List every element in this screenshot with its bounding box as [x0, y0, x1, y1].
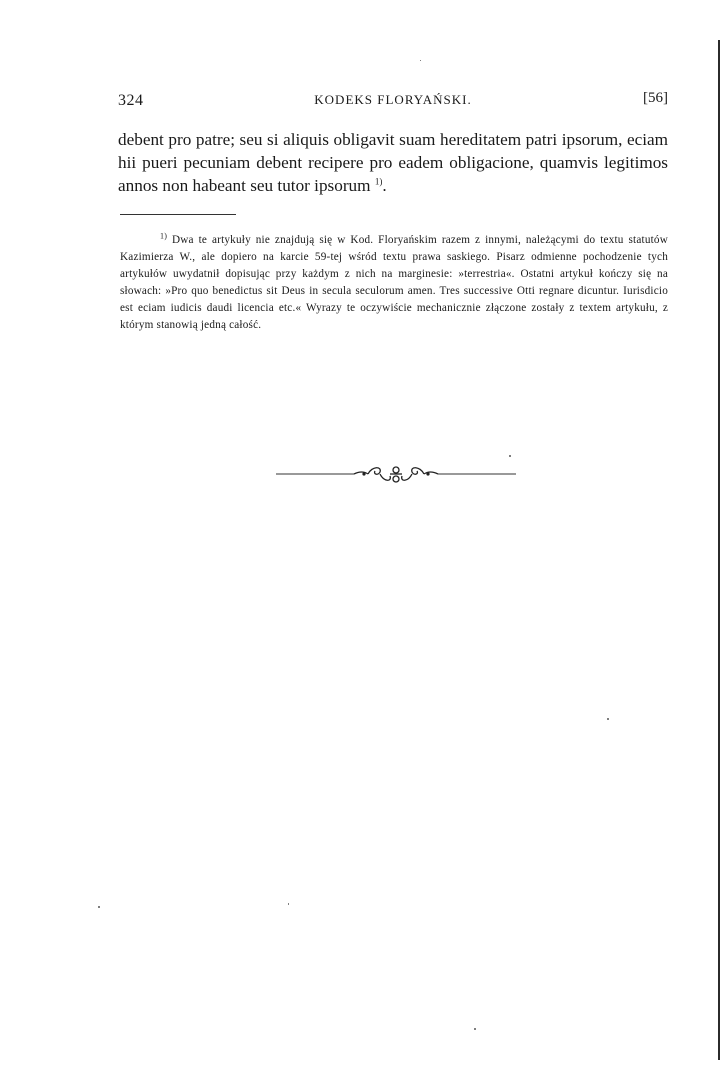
- paper-speck: [420, 60, 421, 61]
- main-text-end: .: [382, 176, 387, 195]
- paper-speck: [288, 903, 289, 905]
- page-number: 324: [118, 92, 144, 109]
- running-title: KODEKS FLORYAŃSKI.: [314, 92, 472, 107]
- paper-speck: [474, 1028, 476, 1030]
- paper-speck: [98, 906, 100, 908]
- footnote-text: Dwa te artykuły nie znajdują się w Kod. Floryańskim razem z innymi, należącymi do textu statutów Kazimierza W., ale dopiero na karcie 59-tej wśród textu prawa saskiego. Pisarz odmienne pochodzenie tych artykułów uwydatnił dopisując przy każdym z nich na marginesie: »terrestria«. Ostatni artykuł kończy się na słowach: »Pro quo benedictus sit Deus in secula seculorum amen. Tres successive Otti regnare dicuntur. Iurisdicio est eciam iudicis daudi licencia etc.« Wyrazy te oczywiście mechanicznie złączone zostały z textem artykułu, z którym stanowią jedną całość.: [120, 234, 669, 331]
- section-number: [56]: [643, 90, 668, 106]
- page-header: [118, 90, 668, 114]
- main-text-body: debent pro patre; seu si aliquis obligavit suam hereditatem patri ipsorum, eciam hii pueri pecuniam debent recipere pro eadem obligacione, quamvis legitimos annos non habeant seu tutor ipsorum: [118, 130, 668, 195]
- main-text: [118, 128, 668, 197]
- paper-speck: [607, 718, 609, 720]
- footnote-marker: 1): [160, 231, 168, 241]
- ornamental-divider: [276, 462, 516, 486]
- footnote-reference: 1): [374, 176, 383, 187]
- footnote-separator: [120, 214, 236, 215]
- paper-speck: [509, 455, 511, 457]
- footnote: [120, 232, 668, 334]
